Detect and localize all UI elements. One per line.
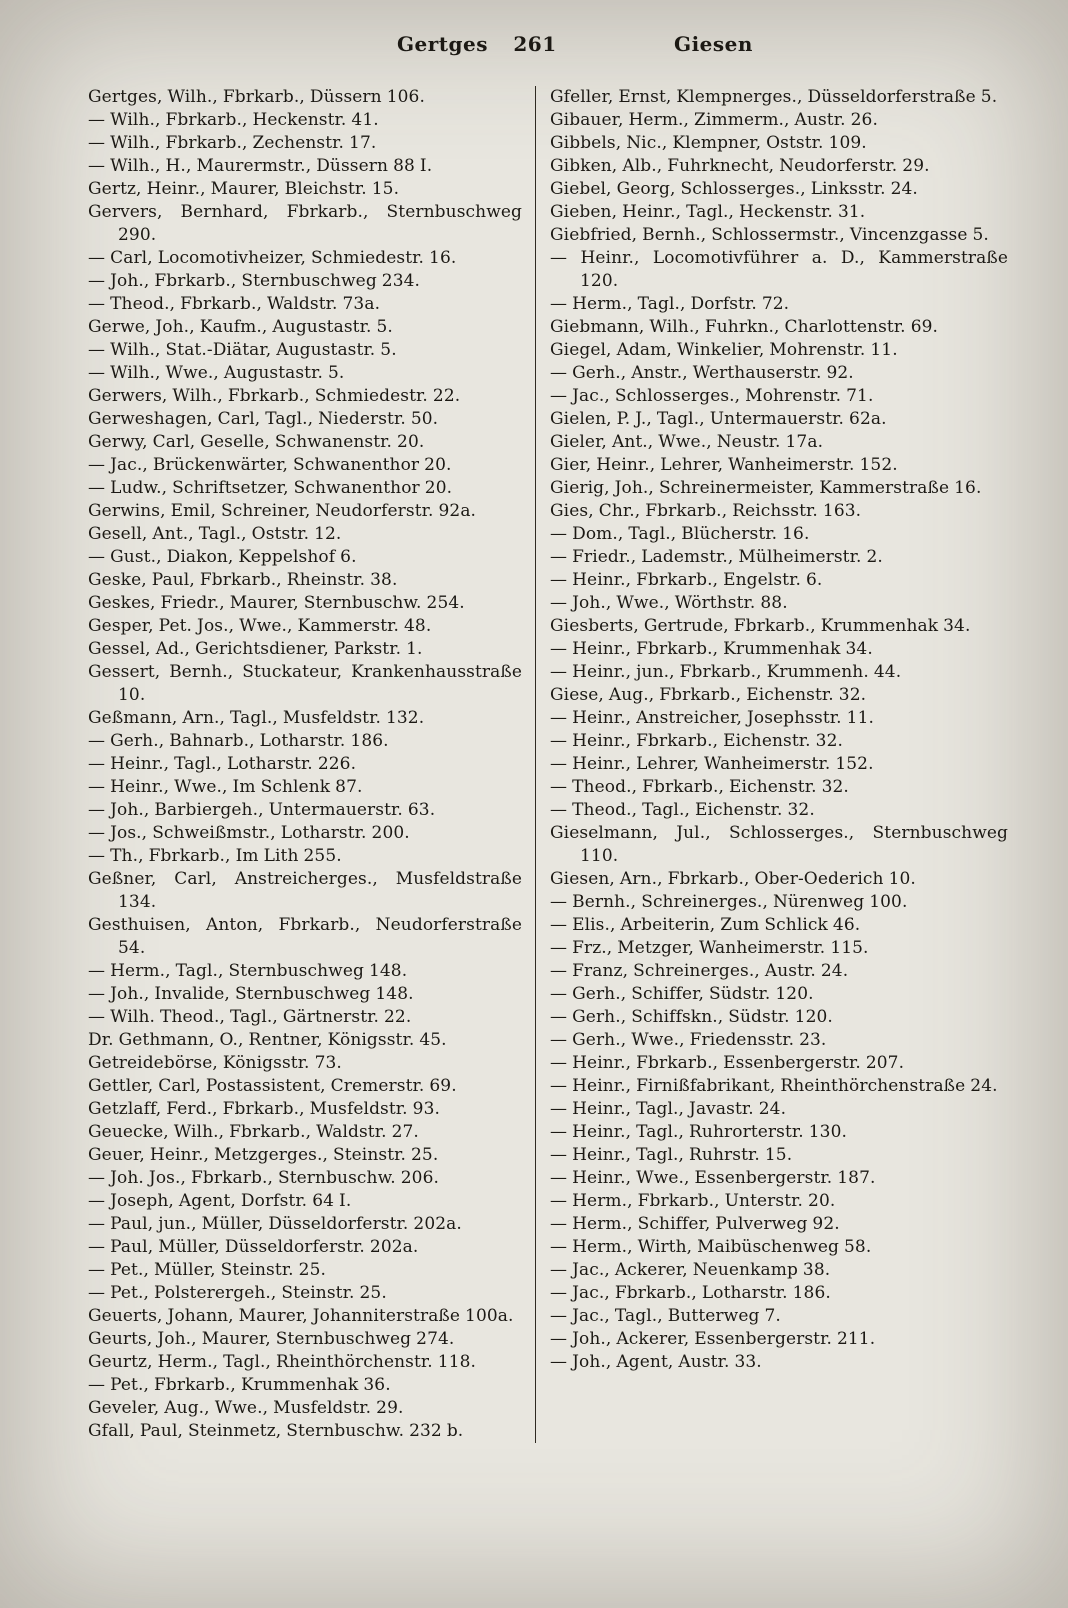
header-keyword-left: Gertges bbox=[396, 32, 488, 56]
directory-entry: Geßmann, Arn., Tagl., Musfeldstr. 132. bbox=[88, 708, 425, 728]
directory-entry: Gier, Heinr., Lehrer, Wanheimerstr. 152. bbox=[550, 455, 898, 475]
directory-entry: — Heinr., Locomotivführer a. D., Kammerstraße 120. bbox=[550, 248, 1008, 291]
directory-entry: — Joh., Barbiergeh., Untermauerstr. 63. bbox=[88, 800, 436, 820]
directory-entry: Gertz, Heinr., Maurer, Bleichstr. 15. bbox=[88, 179, 400, 199]
directory-entry: — Theod., Fbrkarb., Waldstr. 73a. bbox=[88, 294, 381, 314]
directory-entry: — Wilh., H., Maurermstr., Düssern 88 I. bbox=[88, 156, 433, 176]
directory-entry: — Theod., Fbrkarb., Eichenstr. 32. bbox=[550, 777, 849, 797]
directory-entry: — Joh., Invalide, Sternbuschweg 148. bbox=[88, 984, 414, 1004]
directory-entry: Getzlaff, Ferd., Fbrkarb., Musfeldstr. 93. bbox=[88, 1099, 441, 1119]
directory-entry: — Th., Fbrkarb., Im Lith 255. bbox=[88, 846, 342, 866]
directory-entry: — Heinr., Tagl., Ruhrstr. 15. bbox=[550, 1145, 793, 1165]
directory-entry: Gfeller, Ernst, Klempnerges., Düsseldorferstraße 5. bbox=[550, 87, 998, 107]
right-column bbox=[550, 86, 1008, 1443]
directory-entry: Gesper, Pet. Jos., Wwe., Kammerstr. 48. bbox=[88, 616, 432, 636]
directory-entry: — Wilh. Theod., Tagl., Gärtnerstr. 22. bbox=[88, 1007, 412, 1027]
directory-entry: Giebfried, Bernh., Schlossermstr., Vincenzgasse 5. bbox=[550, 225, 989, 245]
directory-entry: Giese, Aug., Fbrkarb., Eichenstr. 32. bbox=[550, 685, 867, 705]
directory-entry: — Wilh., Fbrkarb., Heckenstr. 41. bbox=[88, 110, 379, 130]
directory-entry: — Heinr., Anstreicher, Josephsstr. 11. bbox=[550, 708, 874, 728]
directory-entry: Gessel, Ad., Gerichtsdiener, Parkstr. 1. bbox=[88, 639, 423, 659]
directory-entry: — Herm., Fbrkarb., Unterstr. 20. bbox=[550, 1191, 836, 1211]
directory-entry: — Joh., Ackerer, Essenbergerstr. 211. bbox=[550, 1329, 876, 1349]
directory-entry: — Jac., Ackerer, Neuenkamp 38. bbox=[550, 1260, 831, 1280]
directory-entry: — Jac., Schlosserges., Mohrenstr. 71. bbox=[550, 386, 874, 406]
directory-entry: — Pet., Müller, Steinstr. 25. bbox=[88, 1260, 327, 1280]
directory-entry: Gibbels, Nic., Klempner, Oststr. 109. bbox=[550, 133, 867, 153]
directory-entry: Gies, Chr., Fbrkarb., Reichsstr. 163. bbox=[550, 501, 862, 521]
directory-entry: — Gerh., Bahnarb., Lotharstr. 186. bbox=[88, 731, 389, 751]
directory-entry: Geuer, Heinr., Metzgerges., Steinstr. 25. bbox=[88, 1145, 439, 1165]
directory-entry: — Heinr., jun., Fbrkarb., Krummenh. 44. bbox=[550, 662, 902, 682]
directory-entry: — Heinr., Lehrer, Wanheimerstr. 152. bbox=[550, 754, 874, 774]
directory-entry: — Heinr., Tagl., Lotharstr. 226. bbox=[88, 754, 357, 774]
directory-entry: Gieselmann, Jul., Schlosserges., Sternbuschweg 110. bbox=[550, 823, 1008, 866]
directory-entry: — Heinr., Firnißfabrikant, Rheinthörchenstraße 24. bbox=[550, 1076, 998, 1096]
directory-entry: — Jac., Tagl., Butterweg 7. bbox=[550, 1306, 781, 1326]
directory-entry: — Herm., Wirth, Maibüschenweg 58. bbox=[550, 1237, 872, 1257]
directory-entry: — Gust., Diakon, Keppelshof 6. bbox=[88, 547, 357, 567]
directory-entry: Gesell, Ant., Tagl., Oststr. 12. bbox=[88, 524, 342, 544]
directory-entry: Geurts, Joh., Maurer, Sternbuschweg 274. bbox=[88, 1329, 455, 1349]
directory-entry: Geurtz, Herm., Tagl., Rheinthörchenstr. 118. bbox=[88, 1352, 477, 1372]
directory-entry: — Joseph, Agent, Dorfstr. 64 I. bbox=[88, 1191, 352, 1211]
directory-entry: — Joh., Agent, Austr. 33. bbox=[550, 1352, 762, 1372]
directory-entry: Geveler, Aug., Wwe., Musfeldstr. 29. bbox=[88, 1398, 404, 1418]
directory-entry: — Paul, jun., Müller, Düsseldorferstr. 202a. bbox=[88, 1214, 462, 1234]
directory-entry: Gerwy, Carl, Geselle, Schwanenstr. 20. bbox=[88, 432, 425, 452]
directory-entry: Gervers, Bernhard, Fbrkarb., Sternbuschweg 290. bbox=[88, 202, 522, 245]
directory-entry: — Gerh., Schiffskn., Südstr. 120. bbox=[550, 1007, 833, 1027]
directory-entry: Gerwers, Wilh., Fbrkarb., Schmiedestr. 22. bbox=[88, 386, 461, 406]
directory-entry: — Elis., Arbeiterin, Zum Schlick 46. bbox=[550, 915, 861, 935]
directory-entry: Giebmann, Wilh., Fuhrkn., Charlottenstr. 69. bbox=[550, 317, 939, 337]
directory-entry: Gerweshagen, Carl, Tagl., Niederstr. 50. bbox=[88, 409, 439, 429]
directory-entry: — Frz., Metzger, Wanheimerstr. 115. bbox=[550, 938, 869, 958]
column-divider-rule bbox=[535, 86, 536, 1443]
directory-entry: Giegel, Adam, Winkelier, Mohrenstr. 11. bbox=[550, 340, 898, 360]
directory-entry: Gibauer, Herm., Zimmerm., Austr. 26. bbox=[550, 110, 878, 130]
directory-entry: Gielen, P. J., Tagl., Untermauerstr. 62a. bbox=[550, 409, 887, 429]
directory-entry: — Carl, Locomotivheizer, Schmiedestr. 16. bbox=[88, 248, 457, 268]
directory-entry: Gesthuisen, Anton, Fbrkarb., Neudorferstraße 54. bbox=[88, 915, 522, 958]
directory-entry: — Gerh., Anstr., Werthauserstr. 92. bbox=[550, 363, 854, 383]
directory-entry: Gerwins, Emil, Schreiner, Neudorferstr. 92a. bbox=[88, 501, 477, 521]
directory-entry: — Joh., Wwe., Wörthstr. 88. bbox=[550, 593, 788, 613]
directory-entry: Giesen, Arn., Fbrkarb., Ober-Oederich 10. bbox=[550, 869, 916, 889]
directory-entry: — Heinr., Tagl., Javastr. 24. bbox=[550, 1099, 787, 1119]
directory-entry: — Heinr., Wwe., Im Schlenk 87. bbox=[88, 777, 363, 797]
directory-entry: — Jos., Schweißmstr., Lotharstr. 200. bbox=[88, 823, 410, 843]
directory-entry: Geskes, Friedr., Maurer, Sternbuschw. 254. bbox=[88, 593, 465, 613]
directory-entry: — Heinr., Fbrkarb., Engelstr. 6. bbox=[550, 570, 823, 590]
directory-entry: Gierig, Joh., Schreinermeister, Kammerstraße 16. bbox=[550, 478, 982, 498]
directory-entry: — Paul, Müller, Düsseldorferstr. 202a. bbox=[88, 1237, 419, 1257]
directory-entry: Gerwe, Joh., Kaufm., Augustastr. 5. bbox=[88, 317, 393, 337]
directory-entry: — Herm., Tagl., Sternbuschweg 148. bbox=[88, 961, 408, 981]
directory-entry: Gieben, Heinr., Tagl., Heckenstr. 31. bbox=[550, 202, 866, 222]
directory-columns bbox=[88, 86, 1008, 1443]
directory-entry: — Franz, Schreinerges., Austr. 24. bbox=[550, 961, 849, 981]
directory-entry: — Herm., Schiffer, Pulverweg 92. bbox=[550, 1214, 840, 1234]
directory-entry: — Joh., Fbrkarb., Sternbuschweg 234. bbox=[88, 271, 421, 291]
directory-entry: Gieler, Ant., Wwe., Neustr. 17a. bbox=[550, 432, 824, 452]
directory-entry: — Ludw., Schriftsetzer, Schwanenthor 20. bbox=[88, 478, 453, 498]
directory-entry: Gettler, Carl, Postassistent, Cremerstr. 69. bbox=[88, 1076, 457, 1096]
directory-entry: Geßner, Carl, Anstreicherges., Musfeldstraße 134. bbox=[88, 869, 522, 912]
directory-entry: Gfall, Paul, Steinmetz, Sternbuschw. 232 b. bbox=[88, 1421, 464, 1441]
directory-entry: — Theod., Tagl., Eichenstr. 32. bbox=[550, 800, 815, 820]
directory-entry: Giesberts, Gertrude, Fbrkarb., Krummenhak 34. bbox=[550, 616, 971, 636]
directory-entry: — Gerh., Wwe., Friedensstr. 23. bbox=[550, 1030, 827, 1050]
directory-entry: — Jac., Fbrkarb., Lotharstr. 186. bbox=[550, 1283, 831, 1303]
header-keyword-right: Giesen bbox=[674, 32, 753, 56]
directory-entry: — Wilh., Wwe., Augustastr. 5. bbox=[88, 363, 345, 383]
directory-entry: Getreidebörse, Königsstr. 73. bbox=[88, 1053, 342, 1073]
directory-entry: — Wilh., Fbrkarb., Zechenstr. 17. bbox=[88, 133, 377, 153]
directory-entry: Dr. Gethmann, O., Rentner, Königsstr. 45. bbox=[88, 1030, 447, 1050]
directory-entry: — Heinr., Fbrkarb., Eichenstr. 32. bbox=[550, 731, 843, 751]
directory-entry: — Friedr., Lademstr., Mülheimerstr. 2. bbox=[550, 547, 883, 567]
directory-entry: Giebel, Georg, Schlosserges., Linksstr. 24. bbox=[550, 179, 918, 199]
left-column bbox=[88, 86, 522, 1443]
directory-entry: — Wilh., Stat.-Diätar, Augustastr. 5. bbox=[88, 340, 397, 360]
directory-entry: — Pet., Polsterergeh., Steinstr. 25. bbox=[88, 1283, 387, 1303]
directory-entry: Gibken, Alb., Fuhrknecht, Neudorferstr. 29. bbox=[550, 156, 930, 176]
directory-entry: — Joh. Jos., Fbrkarb., Sternbuschw. 206. bbox=[88, 1168, 439, 1188]
directory-entry: Gertges, Wilh., Fbrkarb., Düssern 106. bbox=[88, 87, 425, 107]
page-number: 261 bbox=[513, 32, 557, 56]
directory-entry: Geske, Paul, Fbrkarb., Rheinstr. 38. bbox=[88, 570, 398, 590]
directory-entry: Geuerts, Johann, Maurer, Johanniterstraße 100a. bbox=[88, 1306, 514, 1326]
directory-entry: — Herm., Tagl., Dorfstr. 72. bbox=[550, 294, 790, 314]
directory-entry: — Heinr., Wwe., Essenbergerstr. 187. bbox=[550, 1168, 876, 1188]
directory-entry: Gessert, Bernh., Stuckateur, Krankenhausstraße 10. bbox=[88, 662, 522, 705]
directory-entry: Geuecke, Wilh., Fbrkarb., Waldstr. 27. bbox=[88, 1122, 419, 1142]
directory-entry: — Pet., Fbrkarb., Krummenhak 36. bbox=[88, 1375, 391, 1395]
directory-entry: — Bernh., Schreinerges., Nürenweg 100. bbox=[550, 892, 908, 912]
directory-entry: — Jac., Brückenwärter, Schwanenthor 20. bbox=[88, 455, 452, 475]
directory-entry: — Heinr., Fbrkarb., Essenbergerstr. 207. bbox=[550, 1053, 905, 1073]
directory-entry: — Gerh., Schiffer, Südstr. 120. bbox=[550, 984, 814, 1004]
running-head bbox=[88, 32, 1008, 60]
directory-entry: — Heinr., Tagl., Ruhrorterstr. 130. bbox=[550, 1122, 848, 1142]
directory-entry: — Dom., Tagl., Blücherstr. 16. bbox=[550, 524, 810, 544]
directory-entry: — Heinr., Fbrkarb., Krummenhak 34. bbox=[550, 639, 873, 659]
